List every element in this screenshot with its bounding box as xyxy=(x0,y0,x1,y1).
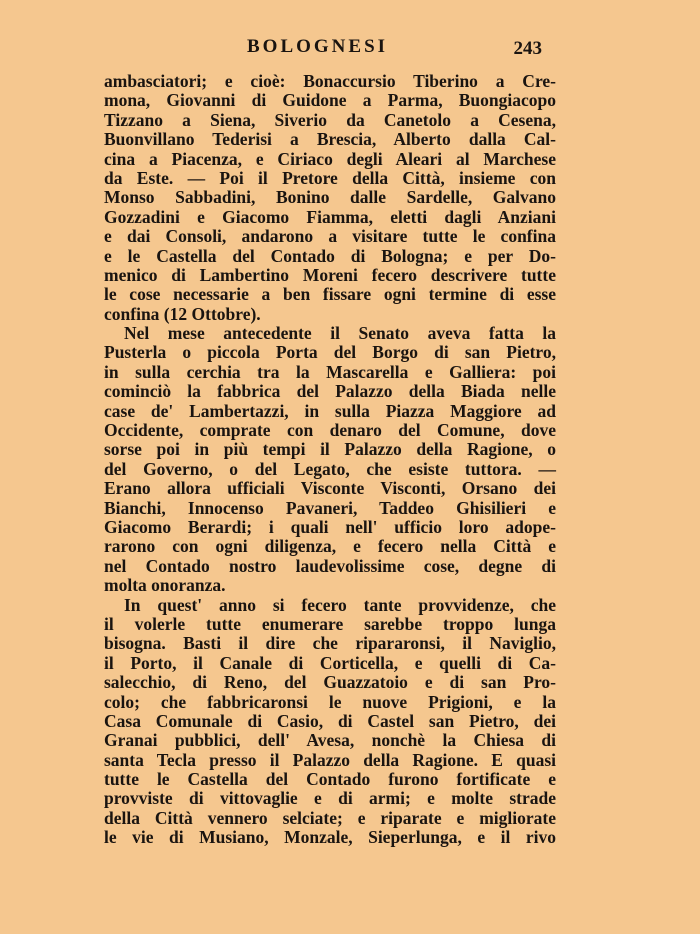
running-head xyxy=(104,36,556,64)
text-line: Buonvillano Tederisi a Brescia, Alberto dalla Cal- xyxy=(104,129,556,150)
text-line: provviste di vittovaglie e di armi; e molte strade xyxy=(104,788,556,809)
text-line: le vie di Musiano, Monzale, Sieperlunga, e il rivo xyxy=(104,827,556,848)
book-page xyxy=(104,36,556,848)
text-line: Erano allora ufficiali Visconte Visconti, Orsano dei xyxy=(104,478,556,499)
text-line: del Governo, o del Legato, che esiste tuttora. — xyxy=(104,458,556,479)
page-number: 243 xyxy=(513,38,542,59)
text-line: Pusterla o piccola Porta del Borgo di san Pietro, xyxy=(104,342,556,363)
text-line: in sulla cerchia tra la Mascarella e Galliera: poi xyxy=(104,361,556,382)
text-line: il Porto, il Canale di Corticella, e quelli di Ca- xyxy=(104,652,556,673)
text-line: nel Contado nostro laudevolissime cose, degne di xyxy=(104,555,556,576)
text-line: menico di Lambertino Moreni fecero descrivere tutte xyxy=(104,264,556,285)
text-line: rarono con ogni diligenza, e fecero nella Città e xyxy=(104,536,556,557)
text-line: Nel mese antecedente il Senato aveva fatta la xyxy=(124,323,556,344)
text-line: confina (12 Ottobre). xyxy=(104,303,261,324)
text-line: ambasciatori; e cioè: Bonaccursio Tiberino a Cre- xyxy=(104,71,556,91)
text-line: molta onoranza. xyxy=(104,575,226,596)
text-line: il volerle tutte enumerare sarebbe troppo lunga xyxy=(104,613,556,634)
text-line: colo; che fabbricaronsi le nuove Prigioni, e la xyxy=(104,691,556,712)
text-line: Monso Sabbadini, Bonino dalle Sardelle, Galvano xyxy=(104,187,556,208)
text-line: da Este. — Poi il Pretore della Città, insieme con xyxy=(104,167,556,188)
text-line: Casa Comunale di Casio, di Castel san Pietro, dei xyxy=(104,710,556,731)
text-line: bisogna. Basti il dire che ripararonsi, il Naviglio, xyxy=(104,633,556,654)
text-line: Occidente, comprate con denaro del Comune, dove xyxy=(104,420,556,441)
text-line: Bianchi, Innocenso Pavaneri, Taddeo Ghisilieri e xyxy=(104,497,556,518)
running-title: BOLOGNESI xyxy=(247,36,389,57)
text-line: Giacomo Berardi; i quali nell' ufficio loro adope- xyxy=(104,516,556,537)
text-line: sorse poi in più tempi il Palazzo della Ragione, o xyxy=(104,439,556,460)
text-line: santa Tecla presso il Palazzo della Ragione. E quasi xyxy=(104,749,556,770)
text-line: tutte le Castella del Contado furono fortificate e xyxy=(104,769,556,790)
text-line: Gozzadini e Giacomo Fiamma, eletti dagli Anziani xyxy=(104,206,556,227)
text-line: cominciò la fabbrica del Palazzo della Biada nelle xyxy=(104,381,556,402)
body-text xyxy=(104,72,556,848)
text-line: e dai Consoli, andarono a visitare tutte le confina xyxy=(104,226,556,247)
text-line: In quest' anno si fecero tante provvidenze, che xyxy=(124,594,556,615)
text-line: Tizzano a Siena, Siverio da Canetolo a Cesena, xyxy=(104,109,556,130)
text-line: salecchio, di Reno, del Guazzatoio e di san Pro- xyxy=(104,672,556,693)
text-line: cina a Piacenza, e Ciriaco degli Aleari al Marchese xyxy=(104,148,556,169)
text-line: case de' Lambertazzi, in sulla Piazza Maggiore ad xyxy=(104,400,556,421)
text-line: Granai pubblici, dell' Avesa, nonchè la Chiesa di xyxy=(104,730,556,751)
text-line: le cose necessarie a ben fissare ogni termine di esse xyxy=(104,284,556,305)
text-line: mona, Giovanni di Guidone a Parma, Buongiacopo xyxy=(104,90,556,111)
text-line: e le Castella del Contado di Bologna; e per Do- xyxy=(104,245,556,266)
text-line: della Città vennero selciate; e riparate e migliorate xyxy=(104,807,556,828)
